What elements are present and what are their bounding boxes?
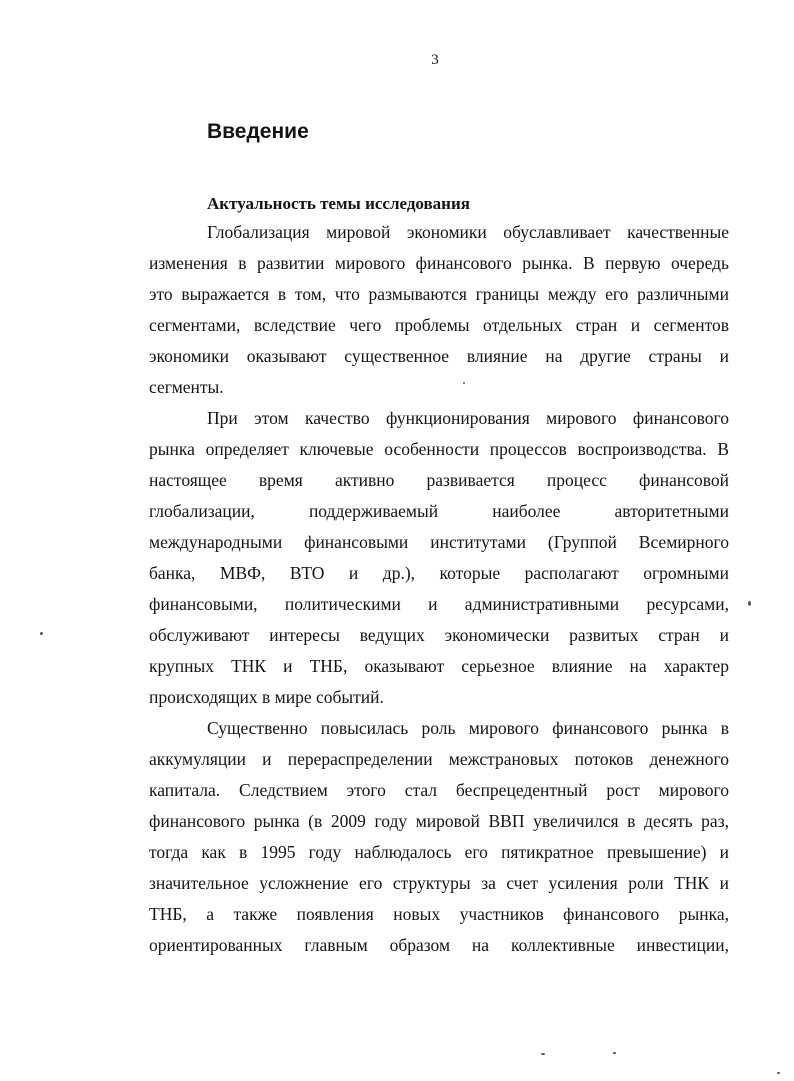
scan-speck [40, 632, 43, 635]
body-text [149, 217, 729, 961]
text-line: Существенно повысилась роль мирового финансового рынка в [207, 718, 729, 738]
text-line: ТНБ, а также появления новых участников финансового рынка, [149, 904, 729, 924]
text-line: ориентированных главным образом на коллективные инвестиции, [149, 935, 729, 955]
text-line: рынка определяет ключевые особенности процессов воспроизводства. В [149, 439, 729, 459]
page-number: 3 [431, 52, 439, 68]
text-line: изменения в развитии мирового финансового рынка. В первую очередь [149, 253, 729, 273]
page-title: Введение [207, 120, 309, 143]
text-line: финансового рынка (в 2009 году мировой ВВП увеличился в десять раз, [149, 811, 729, 831]
text-line: При этом качество функционирования мирового финансового [207, 408, 729, 428]
scan-speck [541, 1053, 545, 1055]
text-line: обслуживают интересы ведущих экономически развитых стран и [149, 625, 729, 645]
text-line: сегментами, вследствие чего проблемы отдельных стран и сегментов [149, 315, 729, 335]
scan-speck [613, 1052, 616, 1054]
text-line: это выражается в том, что размываются границы между его различными [149, 284, 729, 304]
text-line: капитала. Следствием этого стал беспрецедентный рост мирового [149, 780, 729, 800]
text-line: сегменты. [149, 377, 224, 397]
text-line: глобализации, поддерживаемый наиболее авторитетными [149, 501, 729, 521]
text-line: банка, МВФ, ВТО и др.), которые располагают огромными [149, 563, 729, 583]
paragraph-3 [149, 713, 729, 961]
text-line: крупных ТНК и ТНБ, оказывают серьезное влияние на характер [149, 656, 729, 676]
paragraph-2 [149, 403, 729, 713]
text-line: экономики оказывают существенное влияние на другие страны и [149, 346, 729, 366]
text-line: Глобализация мировой экономики обуславливает качественные [207, 222, 729, 242]
text-line: тогда как в 1995 году наблюдалось его пятикратное превышение) и [149, 842, 729, 862]
text-line: финансовыми, политическими и административными ресурсами, [149, 594, 729, 614]
scan-speck [748, 601, 751, 606]
section-subheading: Актуальность темы исследования [207, 194, 470, 213]
scan-speck [463, 382, 465, 384]
text-line: значительное усложнение его структуры за счет усиления роли ТНК и [149, 873, 729, 893]
text-line: международными финансовыми институтами (Группой Всемирного [149, 532, 729, 552]
text-line: аккумуляции и перераспределении межстрановых потоков денежного [149, 749, 729, 769]
text-line: происходящих в мире событий. [149, 687, 384, 707]
scan-speck [777, 1072, 780, 1074]
paragraph-1 [149, 217, 729, 403]
text-line: настоящее время активно развивается процесс финансовой [149, 470, 729, 490]
